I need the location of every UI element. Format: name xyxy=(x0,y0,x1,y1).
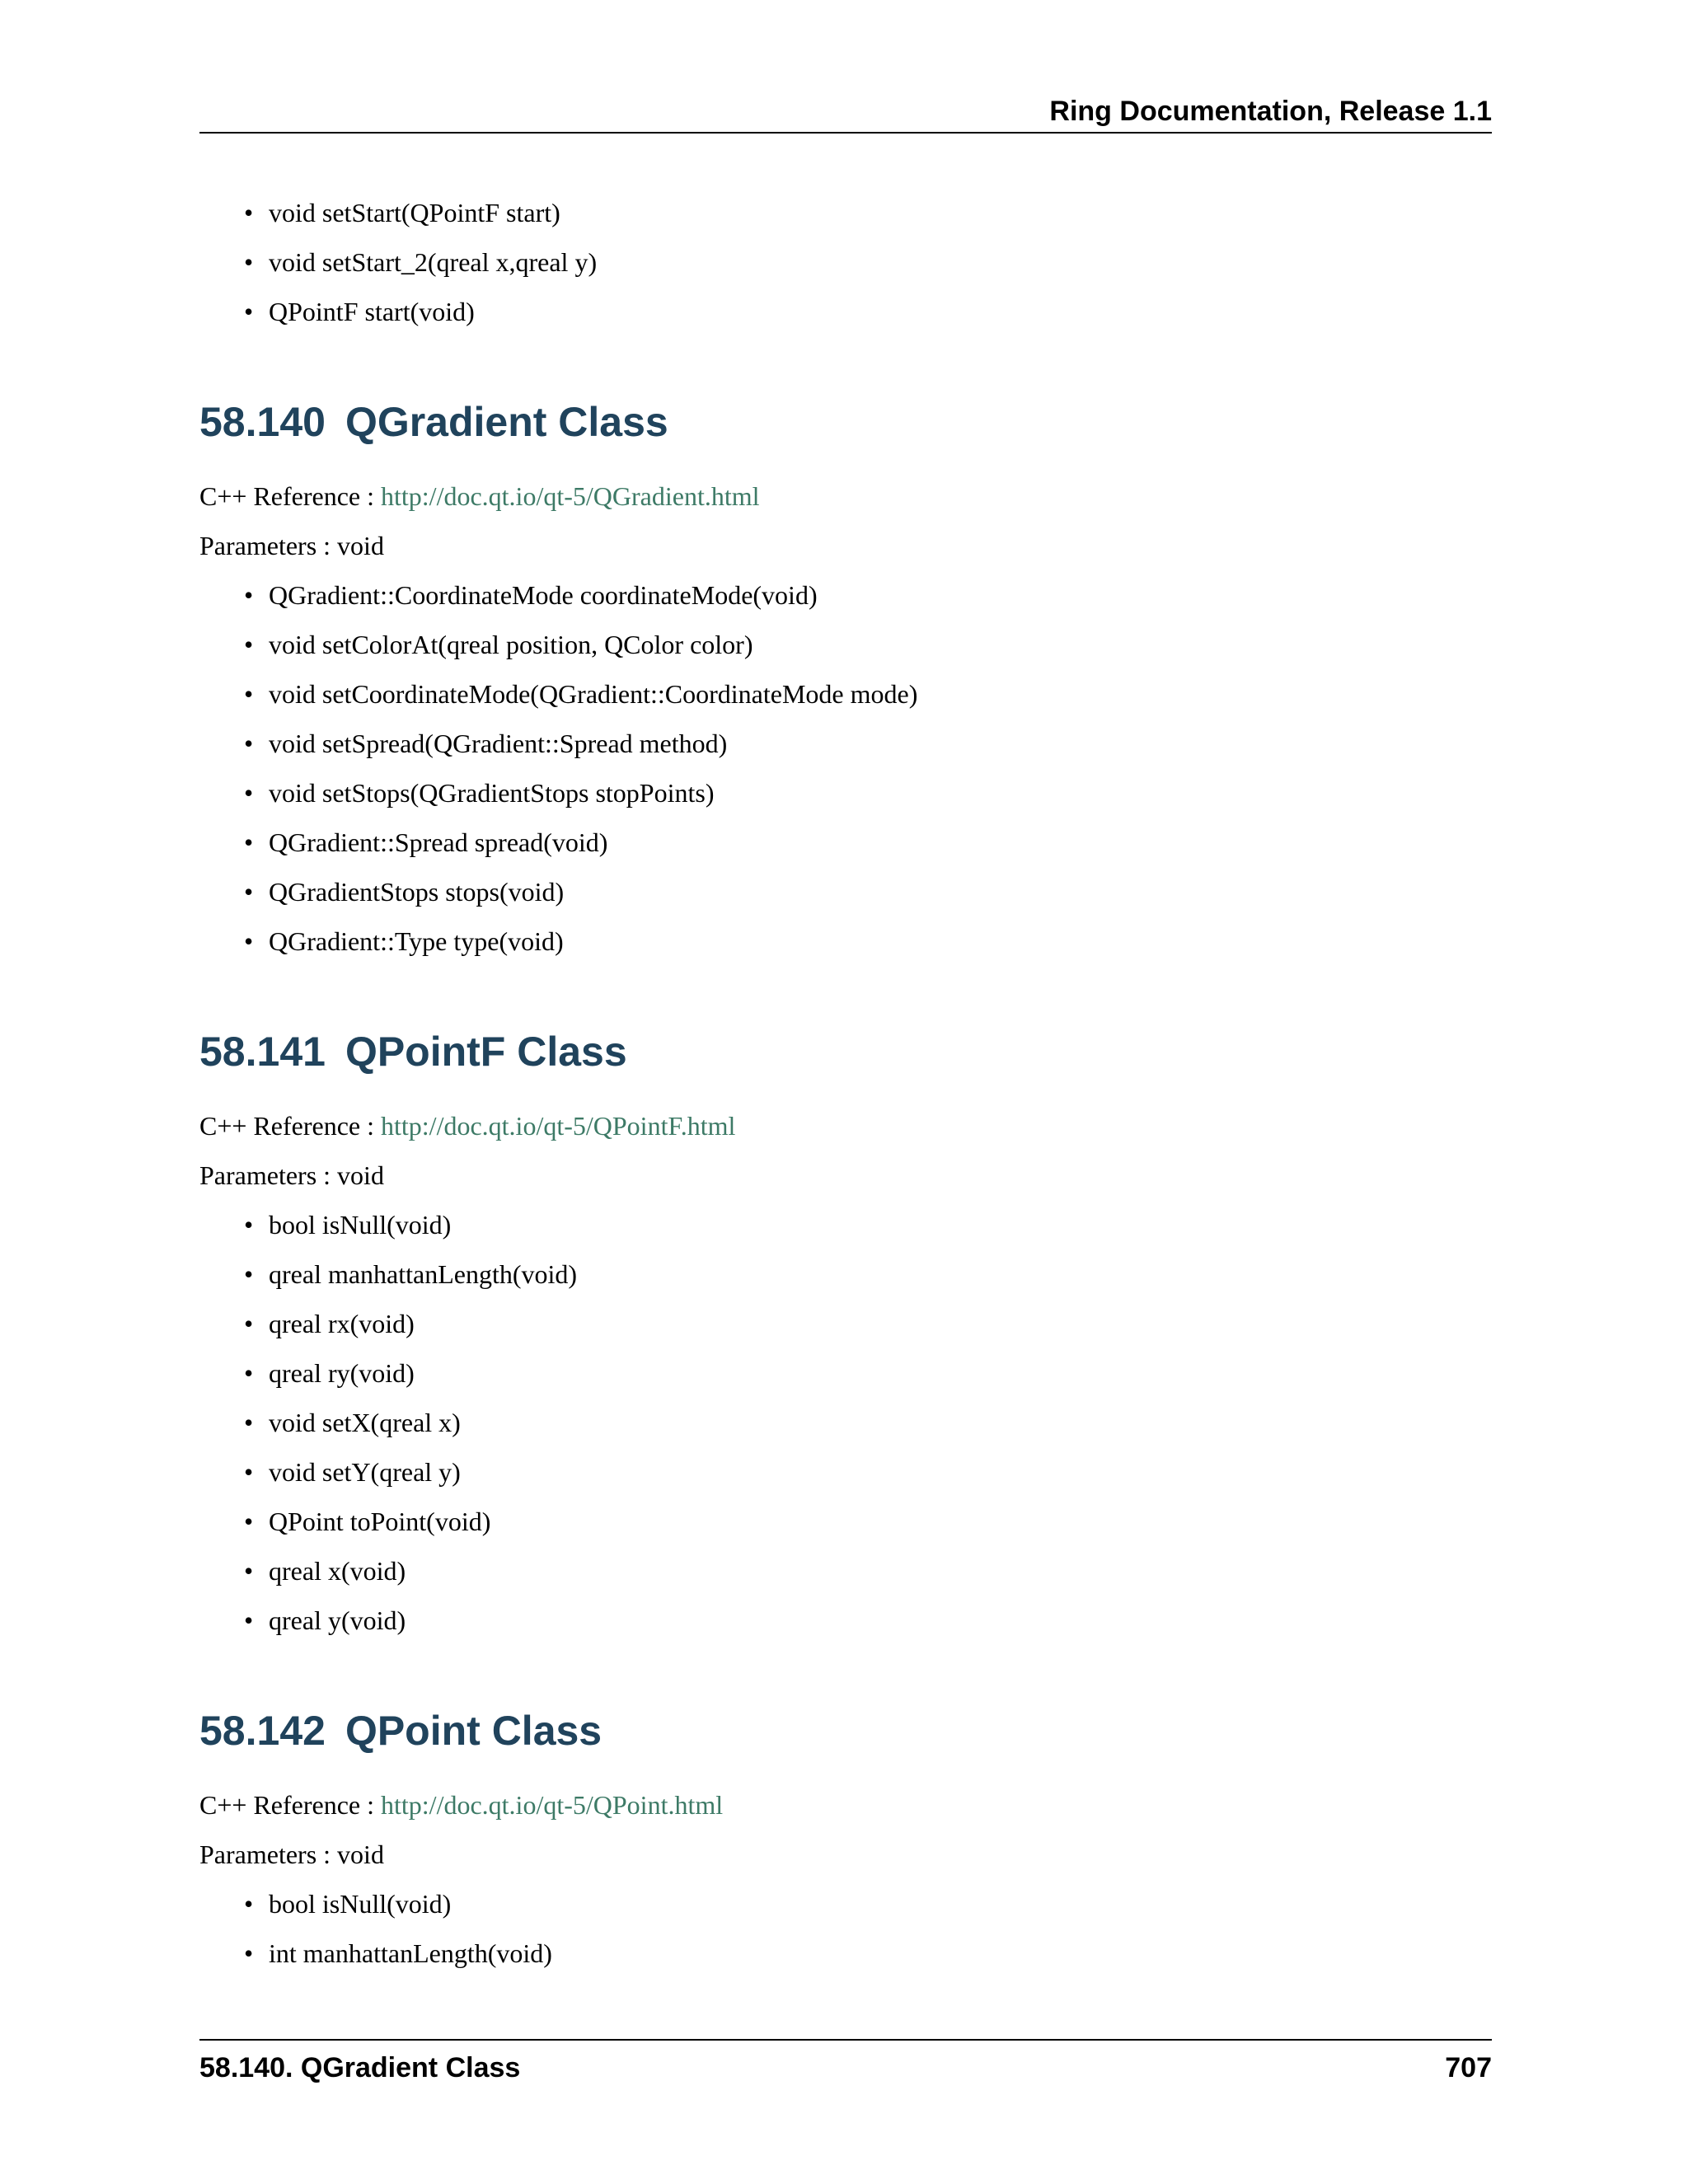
bullet-icon: • xyxy=(244,198,254,227)
parameters-line: Parameters : void xyxy=(199,1160,384,1190)
method-signature: QPointF start(void) xyxy=(269,297,475,326)
bullet-icon: • xyxy=(244,729,254,758)
bullet-icon: • xyxy=(244,1938,254,1968)
method-signature: bool isNull(void) xyxy=(269,1889,452,1919)
list-item xyxy=(244,1887,1492,1920)
section-qpointf-class xyxy=(199,1027,1492,1637)
cpp-reference xyxy=(199,1788,1492,1821)
section-heading xyxy=(199,1027,1492,1076)
section-title-text: QPointF Class xyxy=(345,1029,627,1075)
section-number: 58.140 xyxy=(199,399,326,445)
section-title-text: QGradient Class xyxy=(345,399,668,445)
section-number: 58.141 xyxy=(199,1029,326,1075)
header-title: Ring Documentation, Release 1.1 xyxy=(1049,96,1492,127)
list-item xyxy=(244,1357,1492,1390)
bullet-icon: • xyxy=(244,1210,254,1240)
section-title-text: QPoint Class xyxy=(345,1708,603,1754)
method-signature: void setStart_2(qreal x,qreal y) xyxy=(269,247,598,277)
running-footer xyxy=(199,2039,1492,2087)
method-signature: void setStart(QPointF start) xyxy=(269,198,560,227)
list-item xyxy=(244,727,1492,760)
method-list xyxy=(199,1887,1492,1970)
cpp-reference xyxy=(199,480,1492,513)
bullet-icon: • xyxy=(244,827,254,857)
method-signature: QGradient::Type type(void) xyxy=(269,926,564,956)
list-item xyxy=(244,875,1492,908)
intro-method-list xyxy=(199,196,1492,328)
bullet-icon: • xyxy=(244,1889,254,1919)
method-signature: qreal x(void) xyxy=(269,1556,406,1586)
list-item xyxy=(244,1554,1492,1587)
page-content xyxy=(199,196,1492,1970)
bullet-icon: • xyxy=(244,778,254,808)
list-item xyxy=(244,1406,1492,1439)
list-item xyxy=(244,1505,1492,1538)
reference-label: C++ Reference : xyxy=(199,1790,381,1820)
section-number: 58.142 xyxy=(199,1708,326,1754)
method-signature: QGradient::CoordinateMode coordinateMode(void) xyxy=(269,580,818,610)
list-item xyxy=(244,1455,1492,1488)
bullet-icon: • xyxy=(244,1507,254,1536)
reference-label: C++ Reference : xyxy=(199,481,381,511)
parameters-line: Parameters : void xyxy=(199,531,384,560)
list-item xyxy=(244,246,1492,279)
bullet-icon: • xyxy=(244,1556,254,1586)
bullet-icon: • xyxy=(244,1309,254,1338)
bullet-icon: • xyxy=(244,926,254,956)
method-signature: QPoint toPoint(void) xyxy=(269,1507,491,1536)
bullet-icon: • xyxy=(244,247,254,277)
bullet-icon: • xyxy=(244,1457,254,1487)
method-signature: QGradient::Spread spread(void) xyxy=(269,827,608,857)
bullet-icon: • xyxy=(244,1605,254,1635)
footer-section: 58.140. QGradient Class xyxy=(199,2052,521,2083)
list-item xyxy=(244,295,1492,328)
list-item xyxy=(244,1604,1492,1637)
list-item xyxy=(244,1208,1492,1241)
reference-link[interactable]: http://doc.qt.io/qt-5/QPoint.html xyxy=(381,1790,724,1820)
method-signature: void setSpread(QGradient::Spread method) xyxy=(269,729,728,758)
bullet-icon: • xyxy=(244,679,254,709)
reference-link[interactable]: http://doc.qt.io/qt-5/QPointF.html xyxy=(381,1111,736,1141)
list-item xyxy=(244,1258,1492,1291)
parameters-line: Parameters : void xyxy=(199,1840,384,1869)
method-signature: qreal ry(void) xyxy=(269,1358,415,1388)
bullet-icon: • xyxy=(244,1408,254,1437)
list-item xyxy=(244,196,1492,229)
bullet-icon: • xyxy=(244,1259,254,1289)
method-signature: void setY(qreal y) xyxy=(269,1457,461,1487)
method-signature: int manhattanLength(void) xyxy=(269,1938,552,1968)
method-signature: qreal manhattanLength(void) xyxy=(269,1259,578,1289)
list-item xyxy=(244,826,1492,859)
cpp-reference xyxy=(199,1109,1492,1142)
bullet-icon: • xyxy=(244,630,254,659)
list-item xyxy=(244,579,1492,612)
method-list xyxy=(199,579,1492,958)
section-qpoint-class xyxy=(199,1706,1492,1970)
method-signature: void setColorAt(qreal position, QColor color) xyxy=(269,630,753,659)
list-item xyxy=(244,925,1492,958)
page-number: 707 xyxy=(1445,2052,1492,2083)
method-list xyxy=(199,1208,1492,1637)
method-signature: qreal rx(void) xyxy=(269,1309,415,1338)
reference-link[interactable]: http://doc.qt.io/qt-5/QGradient.html xyxy=(381,481,760,511)
list-item xyxy=(244,628,1492,661)
list-item xyxy=(244,677,1492,710)
bullet-icon: • xyxy=(244,877,254,907)
section-qgradient-class xyxy=(199,397,1492,958)
section-heading xyxy=(199,397,1492,447)
list-item xyxy=(244,776,1492,809)
reference-label: C++ Reference : xyxy=(199,1111,381,1141)
section-heading xyxy=(199,1706,1492,1755)
list-item xyxy=(244,1307,1492,1340)
method-signature: qreal y(void) xyxy=(269,1605,406,1635)
method-signature: void setCoordinateMode(QGradient::CoordinateMode mode) xyxy=(269,679,918,709)
bullet-icon: • xyxy=(244,297,254,326)
method-signature: QGradientStops stops(void) xyxy=(269,877,565,907)
running-header xyxy=(199,92,1492,134)
method-signature: void setStops(QGradientStops stopPoints) xyxy=(269,778,715,808)
list-item xyxy=(244,1937,1492,1970)
bullet-icon: • xyxy=(244,1358,254,1388)
bullet-icon: • xyxy=(244,580,254,610)
method-signature: void setX(qreal x) xyxy=(269,1408,461,1437)
method-signature: bool isNull(void) xyxy=(269,1210,452,1240)
